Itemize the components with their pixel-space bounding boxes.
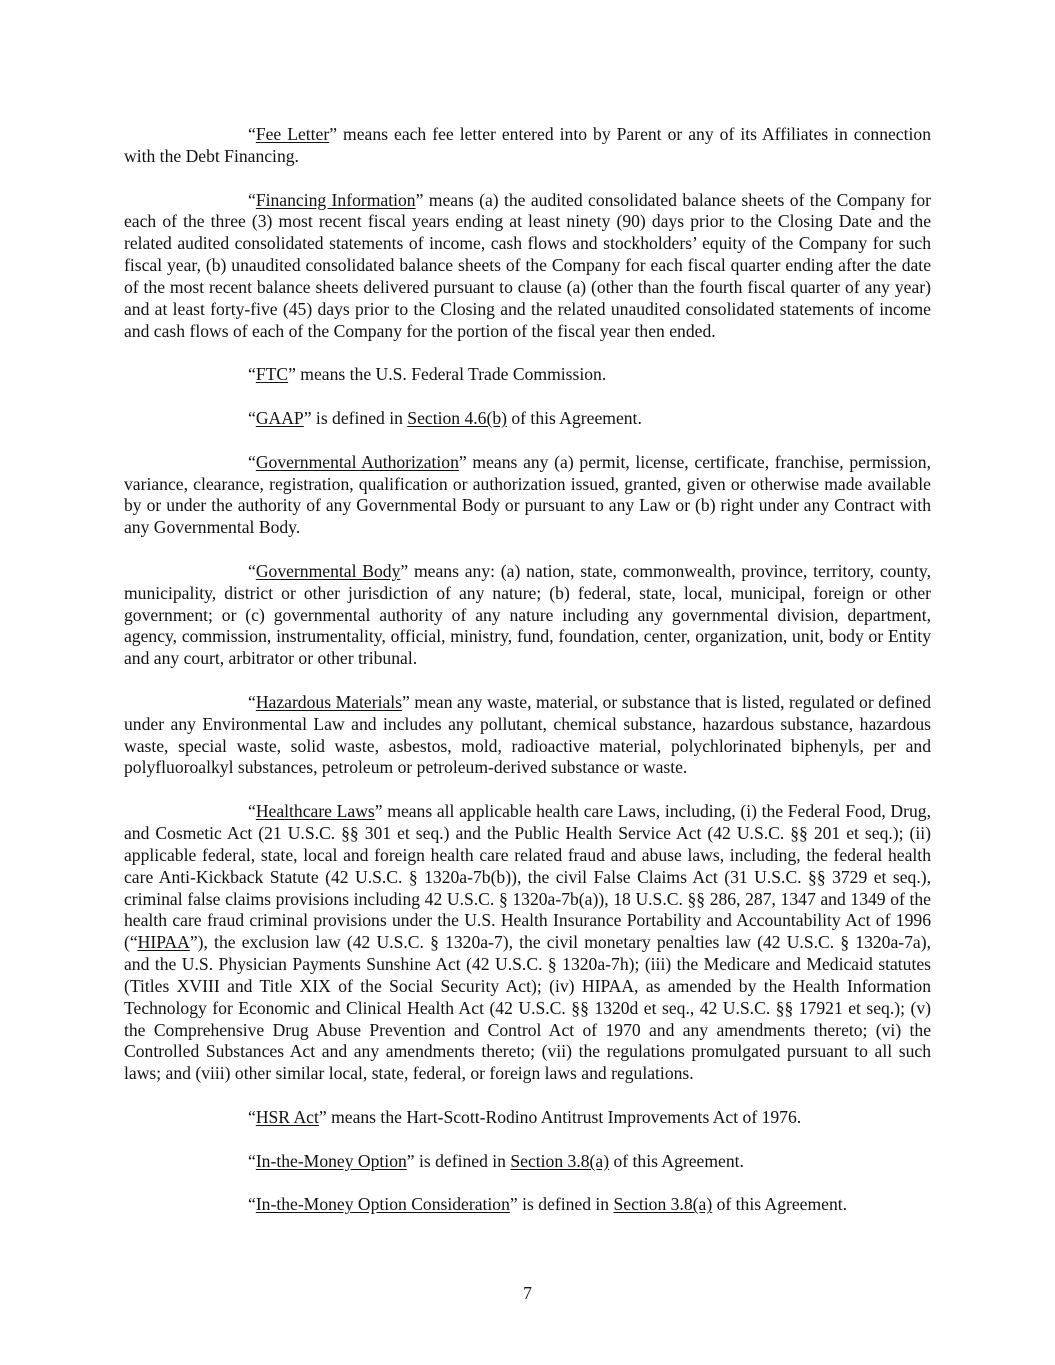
defined-term: Governmental Authorization (255, 451, 459, 472)
paragraph-text: of this Agreement. (506, 407, 642, 428)
paragraph-text: ” mean any waste, material, or substance that is listed, regulated or defined under any Environmental Law and includes any pollutant, chemical substance, hazardous substance, hazardous waste, special waste, solid waste, asbestos, mold, radioactive material, polychlorinated biphenyls, per and polyfluoroalkyl substances, petroleum or petroleum-derived substance or waste. (124, 691, 931, 778)
paragraph-text: “ (248, 451, 256, 472)
paragraph-text: “ (248, 189, 256, 210)
defined-term: Governmental Body (255, 560, 401, 581)
document-page (124, 124, 931, 1238)
definition-paragraph (124, 1194, 931, 1216)
definition-paragraph (124, 124, 931, 168)
definition-paragraph (124, 190, 931, 343)
defined-term: In-the-Money Option (255, 1150, 407, 1171)
paragraph-text: ” means all applicable health care Laws, including, (i) the Federal Food, Drug, and Cosmetic Act (21 U.S.C. §§ 301 et seq.) and the Public Health Service Act (42 U.S.C. §§ 201 et seq.); (ii) applicable federal, state, local and foreign health care related fraud and abuse laws, including, the federal health care Anti-Kickback Statute (42 U.S.C. § 1320a-7b(b)), the civil False Claims Act (31 U.S.C. §§ 3729 et seq.), criminal false claims provisions including 42 U.S.C. § 1320a-7b(a)), 18 U.S.C. §§ 286, 287, 1347 and 1349 of the health care fraud criminal provisions under the U.S. Health Insurance Portability and Accountability Act of 1996 (“ (124, 801, 931, 953)
defined-term: GAAP (255, 407, 304, 428)
definition-paragraph (124, 561, 931, 670)
paragraph-text: ” is defined in (303, 407, 408, 428)
section-reference[interactable]: Section 3.8(a) (613, 1194, 713, 1215)
paragraph-text: ” means any (a) permit, license, certificate, franchise, permission, variance, clearance, registration, qualification or authorization issued, granted, given or otherwise made available by or under the authority of any Governmental Body or pursuant to any Law or (b) right under any Contract with any Governmental Body. (124, 451, 931, 538)
section-reference[interactable]: Section 4.6(b) (407, 407, 507, 428)
definition-paragraph (124, 1107, 931, 1129)
paragraph-text: “ (248, 1194, 256, 1215)
defined-term: FTC (255, 364, 289, 385)
paragraph-text: “ (248, 124, 256, 144)
paragraph-text: ” means the U.S. Federal Trade Commission. (288, 364, 607, 385)
defined-term: HIPAA (137, 932, 190, 953)
defined-term: Hazardous Materials (255, 691, 403, 712)
paragraph-text: ” is defined in (406, 1150, 511, 1171)
section-reference[interactable]: Section 3.8(a) (510, 1150, 610, 1171)
page-number: 7 (523, 1283, 532, 1303)
paragraph-text: of this Agreement. (712, 1194, 848, 1215)
paragraph-text: ” means (a) the audited consolidated balance sheets of the Company for each of the three (3) most recent fiscal years ending at least ninety (90) days prior to the Closing Date and the related audited consolidated statements of income, cash flows and stockholders’ equity of the Company for such fiscal year, (b) unaudited consolidated balance sheets of the Company for each fiscal quarter ending after the date of the most recent balance sheets delivered pursuant to clause (a) (other than the fourth fiscal quarter of any year) and at least forty-five (45) days prior to the Closing and the related unaudited consolidated statements of income and cash flows of each of the Company for the portion of the fiscal year then ended. (124, 189, 931, 341)
definition-paragraph (124, 364, 931, 386)
defined-term: In-the-Money Option Consideration (255, 1194, 510, 1215)
paragraph-text: ” means each fee letter entered into by Parent or any of its Affiliates in connection with the Debt Financing. (124, 124, 931, 166)
paragraph-text: “ (248, 560, 256, 581)
definition-paragraph (124, 801, 931, 1085)
definition-paragraph (124, 1151, 931, 1173)
defined-term: HSR Act (255, 1106, 319, 1127)
paragraph-text: “ (248, 364, 256, 385)
paragraph-text: “ (248, 801, 256, 822)
paragraph-text: “ (248, 691, 256, 712)
definition-paragraph (124, 452, 931, 539)
paragraph-text: ”), the exclusion law (42 U.S.C. § 1320a-7), the civil monetary penalties law (42 U.S.C. § 1320a-7a), and the U.S. Physician Payments Sunshine Act (42 U.S.C. § 1320a-7h); (iii) the Medicare and Medicaid statutes (Titles XVIII and Title XIX of the Social Security Act); (iv) HIPAA, as amended by the Health Information Technology for Economic and Clinical Health Act (42 U.S.C. §§ 1320d et seq., 42 U.S.C. §§ 17921 et seq.); (v) the Comprehensive Drug Abuse Prevention and Control Act of 1970 and any amendments thereto; (vi) the Controlled Substances Act and any amendments thereto; (vii) the regulations promulgated pursuant to all such laws; and (viii) other similar local, state, federal, or foreign laws and regulations. (124, 932, 931, 1084)
paragraph-text: ” means the Hart-Scott-Rodino Antitrust Improvements Act of 1976. (318, 1106, 802, 1127)
paragraph-text: of this Agreement. (609, 1150, 744, 1171)
definition-paragraph (124, 408, 931, 430)
paragraph-text: ” is defined in (509, 1194, 614, 1215)
paragraph-text: “ (248, 1150, 256, 1171)
definition-paragraph (124, 692, 931, 779)
defined-term: Fee Letter (255, 124, 330, 144)
paragraph-text: “ (248, 407, 256, 428)
paragraph-text: “ (248, 1106, 256, 1127)
defined-term: Healthcare Laws (255, 801, 375, 822)
paragraph-text: ” means any: (a) nation, state, commonwealth, province, territory, county, municipality, district or other jurisdiction of any nature; (b) federal, state, local, municipal, foreign or other government; or (c) governmental authority of any nature including any governmental division, department, agency, commission, instrumentality, official, ministry, fund, foundation, center, organization, unit, body or Entity and any court, arbitrator or other tribunal. (124, 560, 931, 669)
defined-term: Financing Information (255, 189, 416, 210)
